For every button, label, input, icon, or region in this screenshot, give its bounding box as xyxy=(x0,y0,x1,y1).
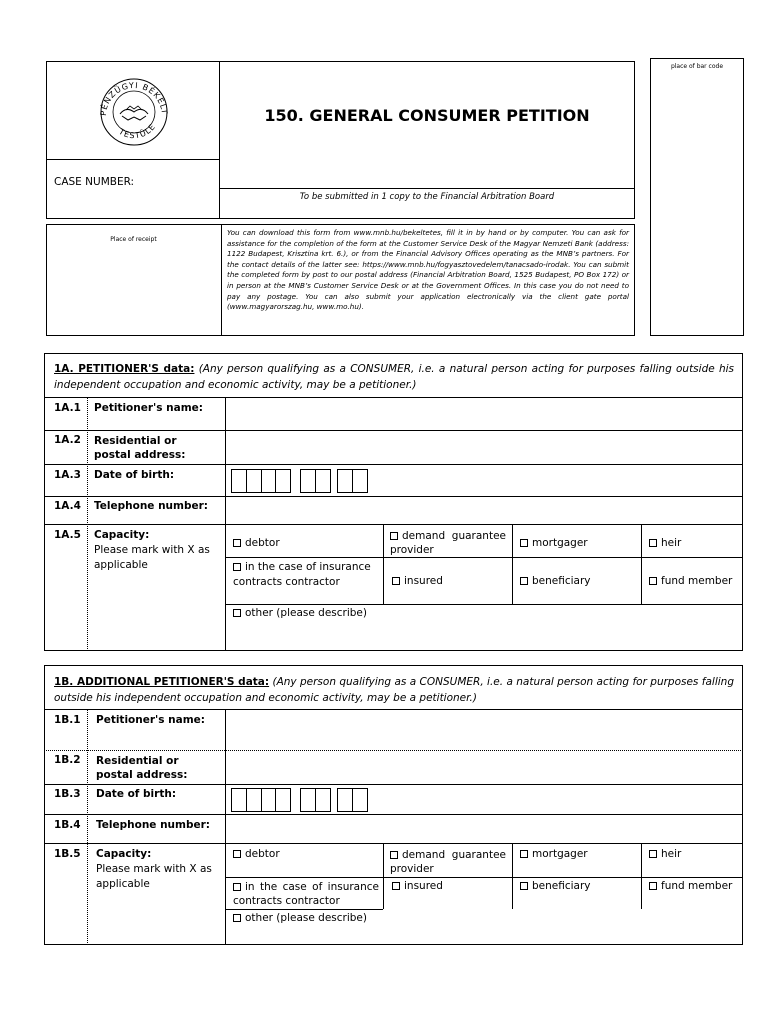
row-1a4-label: Telephone number: xyxy=(94,500,208,512)
s1b-rule-1 xyxy=(44,750,743,751)
row-1a5-sublabel: Please mark with X as applicable xyxy=(94,544,210,571)
opt-1a-other[interactable] xyxy=(233,607,367,619)
s1a-cap-v1 xyxy=(383,524,384,604)
row-1a4-code: 1A.4 xyxy=(54,500,81,512)
label-1b-heir: heir xyxy=(661,848,682,860)
section-1a-description: (Any person qualifying as a CONSUMER, i.e. a natural person acting for purposes falling outside his independent occupation and economic activity, may be a petitioner.) xyxy=(54,363,734,391)
s1a-code-divider xyxy=(87,397,88,651)
s1b-cap-h2 xyxy=(225,909,383,910)
birth-day-boxes[interactable] xyxy=(337,469,368,493)
label-1b-debtor: debtor xyxy=(245,848,280,860)
section-1b-title: 1B. ADDITIONAL PETITIONER'S data: xyxy=(54,676,270,688)
opt-1b-demand[interactable] xyxy=(390,848,506,876)
checkbox-1b-mortgager[interactable] xyxy=(520,850,528,858)
birth-year-boxes[interactable] xyxy=(231,469,291,493)
s1b-cap-v1 xyxy=(383,843,384,909)
s1a-rule-1 xyxy=(44,430,743,431)
section-1b-description: (Any person qualifying as a CONSUMER, i.e. a natural person acting for purposes falling outside his independent occupation and economic activity, may be a petitioner.) xyxy=(54,676,734,704)
svg-text:TESTÜLET: TESTÜLE xyxy=(117,122,158,141)
checkbox-1b-insured[interactable] xyxy=(392,882,400,890)
s1a-cap-v2 xyxy=(512,524,513,604)
row-1a3-label: Date of birth: xyxy=(94,469,175,481)
checkbox-other[interactable] xyxy=(233,609,241,617)
barcode-box xyxy=(650,58,744,336)
section-1a-heading xyxy=(54,361,734,393)
opt-1b-other[interactable] xyxy=(233,912,367,924)
row-1b5-sublabel: Please mark with X as applicable xyxy=(96,863,212,890)
add-birth-day-boxes[interactable] xyxy=(337,788,368,812)
s1b-cap-v3 xyxy=(641,843,642,909)
row-1b2-label: Residential or postal address: xyxy=(96,755,188,781)
case-number-label: CASE NUMBER: xyxy=(54,176,135,188)
opt-1b-fund[interactable] xyxy=(649,880,732,892)
submission-note: To be submitted in 1 copy to the Financial Arbitration Board xyxy=(299,192,555,202)
svg-text:PÉNZÜGYI BÉKÉLTETŐ: PÉNZÜGYI BÉKÉLT xyxy=(98,80,170,117)
checkbox-heir[interactable] xyxy=(649,539,657,547)
label-insured: insured xyxy=(404,575,443,587)
opt-1a-mortgager[interactable] xyxy=(520,537,588,549)
add-birth-year-boxes[interactable] xyxy=(231,788,291,812)
label-debtor: debtor xyxy=(245,537,280,549)
receipt-label: Place of receipt xyxy=(110,236,157,243)
opt-1a-heir[interactable] xyxy=(649,537,681,549)
row-1a2-code: 1A.2 xyxy=(54,434,81,446)
opt-1a-beneficiary[interactable] xyxy=(520,575,591,587)
section-1b-heading xyxy=(54,674,734,706)
petitioner-name-field[interactable] xyxy=(227,399,741,429)
address-field[interactable] xyxy=(227,432,741,463)
row-1a5-code: 1A.5 xyxy=(54,529,81,541)
label-other: other (please describe) xyxy=(245,607,367,619)
s1b-rule-4 xyxy=(44,843,743,844)
s1a-rule-4 xyxy=(44,524,743,525)
row-1a2-label: Residential or postal address: xyxy=(94,435,186,461)
opt-1b-insured[interactable] xyxy=(392,880,443,892)
add-address-field[interactable] xyxy=(227,752,741,783)
row-1b3-code: 1B.3 xyxy=(54,788,81,800)
section-1b-box xyxy=(44,665,743,945)
opt-1b-insurance[interactable] xyxy=(233,880,379,908)
s1a-cap-h2 xyxy=(225,604,743,605)
checkbox-beneficiary[interactable] xyxy=(520,577,528,585)
opt-1a-fund[interactable] xyxy=(649,575,732,587)
telephone-field[interactable] xyxy=(227,498,741,523)
row-1b1-code: 1B.1 xyxy=(54,714,81,726)
opt-1a-insured[interactable] xyxy=(392,575,443,587)
label-heir: heir xyxy=(661,537,682,549)
s1a-cap-v3 xyxy=(641,524,642,604)
row-1b5-code: 1B.5 xyxy=(54,848,81,860)
logo-seal-icon xyxy=(92,70,176,154)
opt-1b-mortgager[interactable] xyxy=(520,848,588,860)
label-mortgager: mortgager xyxy=(532,537,588,549)
section-1a-title: 1A. PETITIONER'S data: xyxy=(54,363,195,375)
s1b-rule-3 xyxy=(44,814,743,815)
row-1b1-label: Petitioner's name: xyxy=(96,714,205,726)
checkbox-1b-other[interactable] xyxy=(233,914,241,922)
label-1b-insured: insured xyxy=(404,880,443,892)
checkbox-fund[interactable] xyxy=(649,577,657,585)
s1b-cap-v2 xyxy=(512,843,513,909)
opt-1b-debtor[interactable] xyxy=(233,848,280,860)
checkbox-demand[interactable] xyxy=(390,532,398,540)
checkbox-1b-fund[interactable] xyxy=(649,882,657,890)
opt-1b-heir[interactable] xyxy=(649,848,681,860)
row-1b3-label: Date of birth: xyxy=(96,788,177,800)
birth-month-boxes[interactable] xyxy=(300,469,331,493)
label-demand: demand guarantee provider xyxy=(390,530,506,556)
opt-1b-beneficiary[interactable] xyxy=(520,880,591,892)
s1a-rule-top xyxy=(44,397,743,398)
submission-rule xyxy=(219,188,635,189)
opt-1a-debtor[interactable] xyxy=(233,537,280,549)
row-1a3-code: 1A.3 xyxy=(54,469,81,481)
label-1b-demand: demand guarantee provider xyxy=(390,849,506,875)
checkbox-debtor[interactable] xyxy=(233,539,241,547)
instructions-text: You can download this form from www.mnb.hu/bekeltetes, fill it in by hand or by computer. You can ask for assistance for the completion of the form at the Customer Service Desk of the Magyar Nemzeti Bank (address: 1122 Budapest, Krisztina krt. 6.), or from the Financial Advisory Offices operating as the MNB’s partners. For the contact details of the latter see: https://www.mnb.hu/fogyasztovedelem/tanacsado-irodak. You can submit the completed form by post to our postal address (Financial Arbitration Board, 1525 Budapest, PO Box 172) or in person at the MNB’s Customer Service Desk or at the Government Offices. In this case you do not need to pay any postage. You can also submit your application electronically via the client gate portal (www.magyarorszag.hu, www.mo.hu). xyxy=(227,228,629,312)
row-1b5-label: Capacity: xyxy=(96,848,152,860)
opt-1a-demand[interactable] xyxy=(390,529,506,557)
add-birth-month-boxes[interactable] xyxy=(300,788,331,812)
s1a-rule-3 xyxy=(44,496,743,497)
row-1b4-label: Telephone number: xyxy=(96,819,210,831)
logo xyxy=(92,70,176,154)
checkbox-1b-heir[interactable] xyxy=(649,850,657,858)
checkbox-insurance[interactable] xyxy=(233,563,241,571)
s1b-code-divider xyxy=(87,709,88,945)
row-1a5-label: Capacity: xyxy=(94,529,150,541)
add-telephone-field[interactable] xyxy=(227,816,741,842)
opt-1a-insurance[interactable] xyxy=(233,560,379,590)
row-1a1-label: Petitioner's name: xyxy=(94,402,203,414)
label-insurance: in the case of insurance contracts contractor xyxy=(233,561,371,588)
checkbox-1b-insurance[interactable] xyxy=(233,883,241,891)
barcode-label: place of bar code xyxy=(670,63,724,70)
checkbox-insured[interactable] xyxy=(392,577,400,585)
checkbox-1b-demand[interactable] xyxy=(390,851,398,859)
s1b-cap-h1 xyxy=(225,877,743,878)
s1b-rule-top xyxy=(44,709,743,710)
label-1b-mortgager: mortgager xyxy=(532,848,588,860)
label-fund: fund member xyxy=(661,575,733,587)
label-1b-beneficiary: beneficiary xyxy=(532,880,591,892)
label-1b-insurance: in the case of insurance contracts contractor xyxy=(233,881,379,907)
add-petitioner-name-field[interactable] xyxy=(227,711,741,749)
s1b-rule-2 xyxy=(44,784,743,785)
checkbox-1b-beneficiary[interactable] xyxy=(520,882,528,890)
s1a-cap-h1 xyxy=(225,557,743,558)
label-beneficiary: beneficiary xyxy=(532,575,591,587)
receipt-divider xyxy=(221,224,222,336)
s1a-label-divider xyxy=(225,397,226,651)
label-1b-other: other (please describe) xyxy=(245,912,367,924)
s1a-rule-2 xyxy=(44,464,743,465)
checkbox-mortgager[interactable] xyxy=(520,539,528,547)
case-number-rule xyxy=(46,159,220,160)
row-1b4-code: 1B.4 xyxy=(54,819,81,831)
row-1a1-code: 1A.1 xyxy=(54,402,81,414)
page-title: 150. GENERAL CONSUMER PETITION xyxy=(264,106,590,125)
label-1b-fund: fund member xyxy=(661,880,733,892)
row-1b2-code: 1B.2 xyxy=(54,754,81,766)
checkbox-1b-debtor[interactable] xyxy=(233,850,241,858)
